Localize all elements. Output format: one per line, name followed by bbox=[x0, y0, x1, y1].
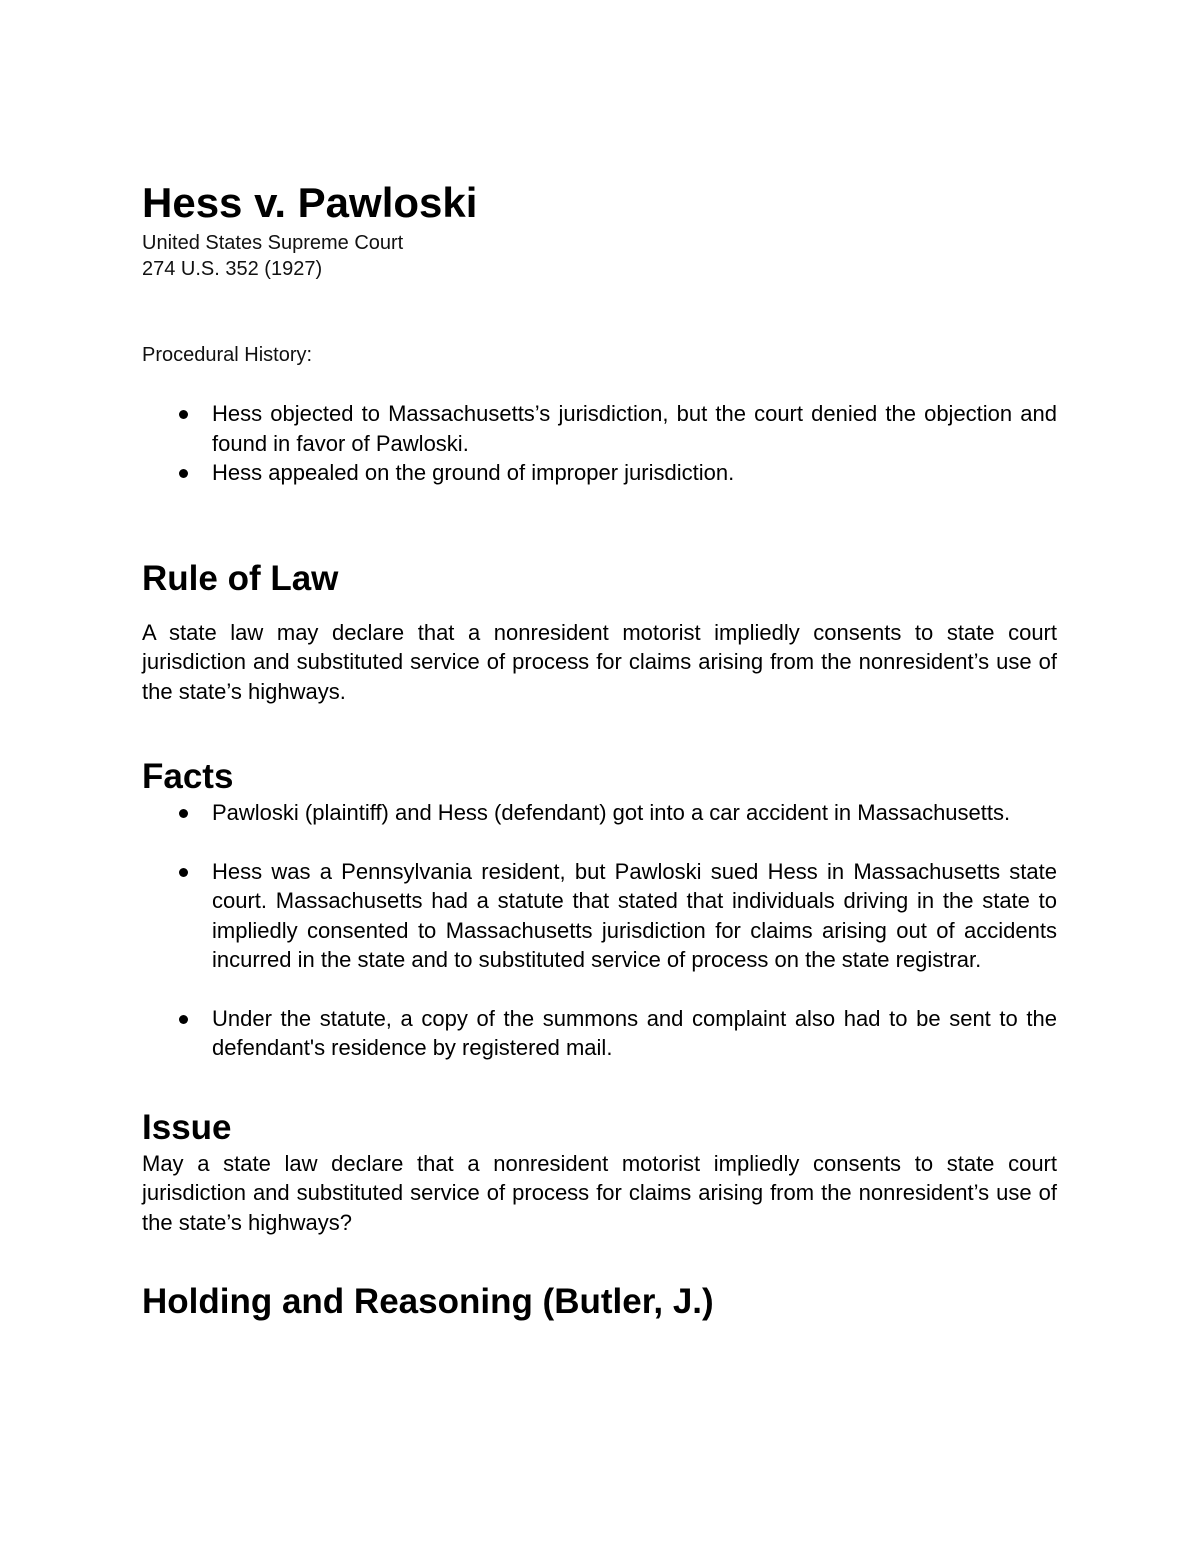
list-item bbox=[142, 458, 1057, 488]
list-item-text: Hess objected to Massachusetts’s jurisdiction, but the court denied the objection and found in favor of Pawloski. bbox=[212, 401, 1057, 456]
rule-of-law-heading: Rule of Law bbox=[142, 558, 339, 598]
issue-heading: Issue bbox=[142, 1107, 232, 1147]
list-item-text: Hess appealed on the ground of improper jurisdiction. bbox=[212, 460, 735, 485]
holding-heading: Holding and Reasoning (Butler, J.) bbox=[142, 1282, 714, 1321]
list-item-text: Under the statute, a copy of the summons and complaint also had to be sent to the defendant's residence by registered mail. bbox=[212, 1005, 1057, 1060]
bullet-icon bbox=[179, 410, 188, 419]
bullet-icon bbox=[179, 868, 188, 877]
case-citation: 274 U.S. 352 (1927) bbox=[142, 258, 323, 280]
case-title: Hess v. Pawloski bbox=[142, 179, 478, 226]
list-item-text: Pawloski (plaintiff) and Hess (defendant) got into a car accident in Massachusetts. bbox=[212, 800, 1011, 825]
list-item bbox=[142, 798, 1057, 828]
court-name: United States Supreme Court bbox=[142, 232, 404, 254]
bullet-icon bbox=[179, 469, 188, 478]
bullet-icon bbox=[179, 809, 188, 818]
list-item bbox=[142, 857, 1057, 975]
list-item bbox=[142, 399, 1057, 458]
bullet-icon bbox=[179, 1015, 188, 1024]
facts-list bbox=[142, 798, 1057, 1063]
procedural-history-list bbox=[142, 399, 1057, 488]
issue-text: May a state law declare that a nonresident motorist impliedly consents to state court jurisdiction and substituted service of process for claims arising from the nonresident’s use of the state’s highways? bbox=[142, 1150, 1057, 1235]
procedural-history-label: Procedural History: bbox=[142, 344, 313, 366]
list-item-text: Hess was a Pennsylvania resident, but Pawloski sued Hess in Massachusetts state court. Massachusetts had a statute that stated that individuals driving in the state to impliedly consented to Massachusetts jurisdiction for claims arising out of accidents incurred in the state and to substituted service of process on the state registrar. bbox=[212, 858, 1057, 972]
list-item bbox=[142, 1004, 1057, 1063]
document-page bbox=[142, 176, 1057, 1323]
rule-of-law-text: A state law may declare that a nonresident motorist impliedly consents to state court jurisdiction and substituted service of process for claims arising from the nonresident’s use of the state’s highways. bbox=[142, 619, 1057, 704]
facts-heading: Facts bbox=[142, 757, 234, 796]
